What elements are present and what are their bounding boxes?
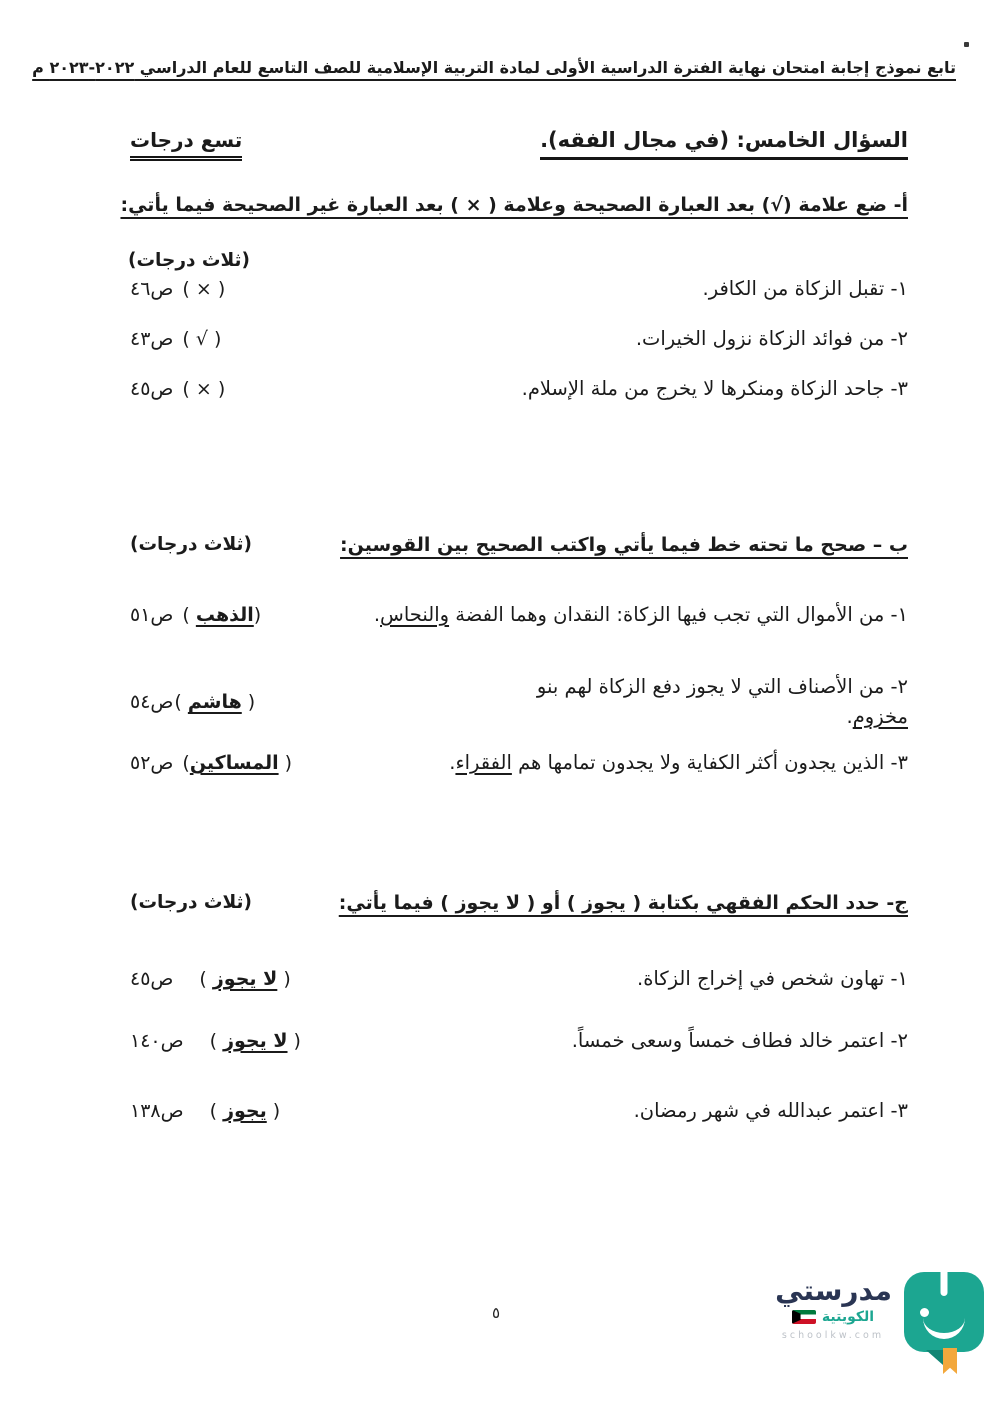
answer-brackets: ( المساكين)	[182, 752, 293, 775]
section-b-item-2	[84, 672, 908, 732]
answer-page-ref: ص٤٥	[130, 378, 174, 401]
section-b-item-3	[84, 748, 908, 778]
underlined-word: الفقراء	[455, 751, 512, 774]
statement-text: ٢- من فوائد الزكاة نزول الخيرات.	[635, 327, 908, 350]
answer-page-ref: ص٤٣	[130, 328, 174, 351]
logo-subtitle: الكويتية	[821, 1308, 875, 1325]
answer-page-ref: ص١٣٨	[130, 1100, 184, 1123]
answer-page-ref: ص٥١	[130, 604, 174, 627]
statement-text: ٣- جاحد الزكاة ومنكرها لا يخرج من ملة الإسلام.	[521, 377, 908, 400]
answer	[130, 278, 225, 300]
section-c-item-2	[84, 1026, 908, 1056]
statement-text: ١- من الأموال التي تجب فيها الزكاة: النقدان وهما الفضة والنحاس.	[373, 603, 908, 626]
page-number: ٥	[491, 1304, 501, 1322]
answer	[130, 691, 255, 713]
exam-header	[32, 58, 956, 77]
section-a-item-1	[84, 274, 908, 304]
section-c-item-1	[84, 964, 908, 994]
answer	[130, 1100, 280, 1122]
answer-brackets: ( √ )	[182, 328, 222, 351]
section-a-marks: (ثلاث درجات)	[128, 250, 250, 271]
bookmark-line-icon	[941, 1272, 948, 1296]
section-b-marks: (ثلاث درجات)	[130, 534, 252, 555]
answer-mark: ×	[195, 278, 212, 301]
answer	[130, 604, 261, 626]
answer-page-ref: ص١٤٠	[130, 1030, 184, 1053]
answer-brackets: ( يجوز )	[209, 1100, 281, 1123]
section-b-heading: ب – صحح ما تحته خط فيما يأتي واكتب الصحيح بين القوسين:	[340, 534, 908, 556]
bookmark-ribbon-icon	[943, 1348, 957, 1374]
page-fold-icon	[926, 1350, 943, 1365]
answer-page-ref: ص٥٢	[130, 752, 174, 775]
answer-page-ref: ص٥٤	[130, 691, 174, 714]
answer-brackets: ( هاشم )	[174, 691, 256, 714]
answer	[130, 752, 292, 774]
statement-text: ٣- الذين يجدون أكثر الكفاية ولا يجدون تمامها هم الفقراء.	[449, 751, 908, 774]
question-title: السؤال الخامس: (في مجال الفقه).	[540, 128, 908, 160]
answer-word: الذهب	[195, 604, 254, 627]
answer	[130, 328, 221, 350]
section-b-header-row	[84, 534, 908, 556]
statement-text: ٢- اعتمر خالد فطاف خمساً وسعى خمساً.	[571, 1029, 908, 1052]
answer-word: المساكين	[189, 752, 279, 775]
answer-brackets: (الذهب )	[182, 604, 262, 627]
section-c-item-3	[84, 1096, 908, 1126]
answer-brackets: ( لا يجوز )	[209, 1030, 301, 1053]
exam-header-title: تابع نموذج إجابة امتحان نهاية الفترة الدراسية الأولى لمادة التربية الإسلامية للصف التاسع للعام الدراسي ٢٠٢٢-٢٠٢٣ م	[32, 58, 956, 77]
answer-word: يجوز	[223, 1100, 267, 1123]
statement-text: ٢- من الأصناف التي لا يجوز دفع الزكاة لهم بنو مخزوم.	[536, 675, 908, 729]
total-marks-label: تسع درجات	[130, 128, 242, 161]
statement-text: ١- تقبل الزكاة من الكافر.	[702, 277, 908, 300]
section-c-header-row	[84, 892, 908, 914]
answer-brackets: ( × )	[182, 278, 226, 301]
underlined-word: والنحاس	[380, 603, 450, 626]
answer-word: لا يجوز	[212, 968, 278, 991]
answer-brackets: ( لا يجوز )	[199, 968, 291, 991]
answer-page-ref: ص٤٥	[130, 968, 174, 991]
section-a-item-3	[84, 374, 908, 404]
answer-page-ref: ص٤٦	[130, 278, 174, 301]
statement-text: ٣- اعتمر عبدالله في شهر رمضان.	[633, 1099, 908, 1122]
underlined-word: مخزوم	[852, 705, 908, 729]
section-c-marks: (ثلاث درجات)	[130, 892, 252, 913]
section-a-heading: أ- ضع علامة (√) بعد العبارة الصحيحة وعلامة ( × ) بعد العبارة غير الصحيحة فيما يأتي:	[120, 194, 908, 216]
section-c-heading: ج- حدد الحكم الفقهي بكتابة ( يجوز ) أو ( لا يجوز ) فيما يأتي:	[338, 892, 908, 914]
section-b-item-1	[84, 600, 908, 630]
answer	[130, 378, 225, 400]
question-title-row	[84, 128, 908, 161]
answer-brackets: ( × )	[182, 378, 226, 401]
answer-word: هاشم	[187, 691, 242, 714]
section-a-item-2	[84, 324, 908, 354]
answer-mark: ×	[195, 378, 212, 401]
logo-url: schoolkw.com	[781, 1329, 885, 1341]
answer-word: لا يجوز	[223, 1030, 288, 1053]
logo-name: مدرستي	[775, 1274, 892, 1307]
answer-mark: √	[195, 328, 208, 351]
answer	[130, 968, 291, 990]
statement-text: ١- تهاون شخص في إخراج الزكاة.	[637, 967, 908, 990]
answer	[130, 1030, 301, 1052]
ink-speck	[964, 42, 969, 47]
